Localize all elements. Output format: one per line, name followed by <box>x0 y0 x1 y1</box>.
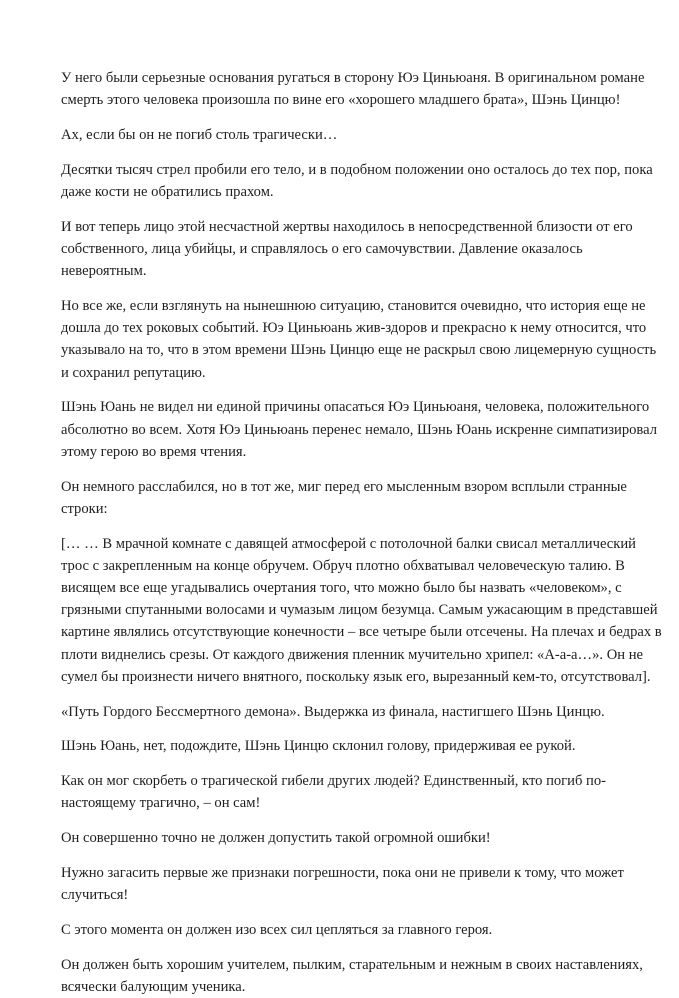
paragraph: Но все же, если взглянуть на нынешнюю ситуацию, становится очевидно, что история еще не дошла до тех роковых событий. Юэ Циньюань жив-здоров и прекрасно к нему относится, что указывало на то, что в этом времени Шэнь Цинцю еще не раскрыл свою лицемерную сущность и сохранил репутацию. <box>61 298 657 381</box>
paragraph: Он должен быть хорошим учителем, пылким, старательным и нежным в своих наставлениях, всячески балующим ученика. <box>61 956 643 996</box>
paragraph: Десятки тысяч стрел пробили его тело, и в подобном положении оно осталось до тех пор, пока даже кости не обратились прахом. <box>61 161 653 200</box>
paragraph: И вот теперь лицо этой несчастной жертвы находилось в непосредственной близости от его собственного, лица убийцы, и справлялось о его самочувствии. Давление оказалось невероятным. <box>61 218 633 280</box>
paragraph: Шэнь Юань, нет, подождите, Шэнь Цинцю склонил голову, придерживая ее рукой. <box>61 738 576 755</box>
paragraph: Он совершенно точно не должен допустить такой огромной ошибки! <box>61 830 491 847</box>
paragraph: Нужно загасить первые же признаки погрешности, пока они не привели к тому, что может случиться! <box>61 865 624 904</box>
paragraph: «Путь Гордого Бессмертного демона». Выдержка из финала, настигшего Шэнь Цинцю. <box>61 703 605 720</box>
paragraph: Ах, если бы он не погиб столь трагически… <box>61 127 338 143</box>
paragraph: Шэнь Юань не видел ни единой причины опасаться Юэ Циньюаня, человека, положительного абсолютно во всем. Хотя Юэ Циньюань перенес немало, Шэнь Юань искренне симпатизировал этому герою во время чтения. <box>61 399 658 460</box>
paragraph: У него были серьезные основания ругаться в сторону Юэ Циньюаня. В оригинальном романе смерть этого человека произошла по вине его «хорошего младшего брата», Шэнь Цинцю! <box>61 70 645 109</box>
paragraph: [… … В мрачной комнате с давящей атмосферой с потолочной балки свисал металлический трос с закрепленным на конце обручем. Обруч плотно обхватывал человеческую талию. В висящем все еще угадывались очертания того, что можно было бы назвать «человеком», с грязными спутанными волосами и чумазым лицом безумца. Самым ужасающим в представшей картине являлись отсутствующие конечности – все четыре были отсечены. На плечах и бедрах в плоти виднелись срезы. От каждого движения пленник мучительно хрипел: «А-а-а…». Он не сумел бы произнести ничего внятного, поскольку язык его, вырезанный кем-то, отсутствовал]. <box>61 535 662 685</box>
paragraph: Как он мог скорбеть о трагической гибели других людей? Единственный, кто погиб по-настоящему трагично, – он сам! <box>61 773 607 812</box>
story-text <box>61 67 666 998</box>
paragraph: Он немного расслабился, но в тот же, миг перед его мысленным взором всплыли странные строки: <box>61 478 627 517</box>
paragraph: С этого момента он должен изо всех сил цепляться за главного героя. <box>61 922 493 939</box>
